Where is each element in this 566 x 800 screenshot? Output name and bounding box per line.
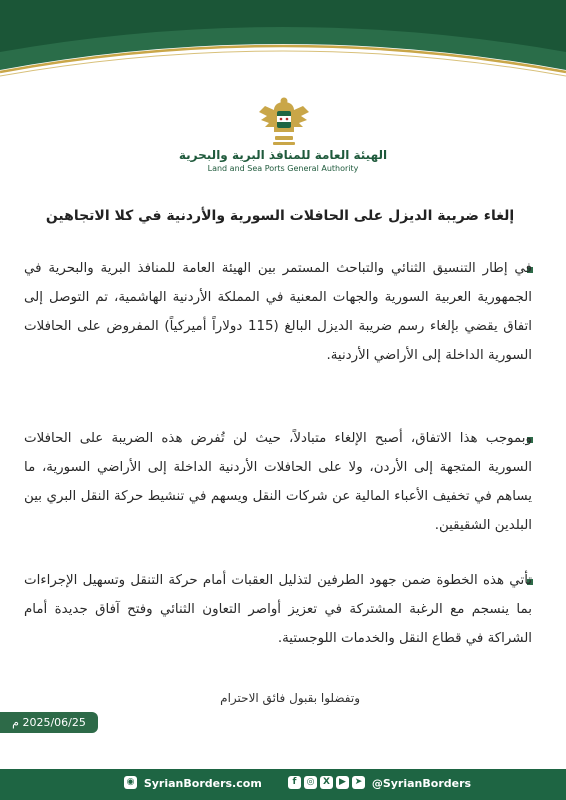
document-title: إلغاء ضريبة الديزل على الحافلات السورية والأردنية في كلا الاتجاهين [45, 208, 515, 224]
x-icon[interactable]: X [320, 776, 333, 789]
paragraph-2: وبموجب هذا الاتفاق، أصبح الإلغاء متبادلاً، حيث لن تُفرض هذه الضريبة على الحافلات السورية المتجهة إلى الأردن، ولا على الحافلات الأردنية الداخلة إلى الأراضي السورية، ما يساهم في تخفيف الأعباء المالية عن شركات النقل ويسهم في تنشيط حركة النقل البري بين البلدين الشقيقين. [24, 431, 532, 533]
website-link[interactable] [124, 776, 262, 790]
instagram-icon[interactable]: ◎ [304, 776, 317, 789]
youtube-icon[interactable]: ▶ [336, 776, 349, 789]
closing-salutation: وتفضلوا بقبول فائق الاحترام [220, 691, 360, 705]
telegram-icon[interactable]: ➤ [352, 776, 365, 789]
paragraph-1: في إطار التنسيق الثنائي والتباحث المستمر بين الهيئة العامة للمنافذ البرية والبحرية في الجمهورية العربية السورية والجهات المعنية في المملكة الأردنية الهاشمية، تم التوصل إلى اتفاق يقضي بإلغاء رسم ضريبة الديزل البالغ (115 دولاراً أميركياً) المفروض على الحافلات السورية الداخلة إلى الأراضي الأردنية. [24, 261, 532, 363]
globe-icon: ◉ [124, 776, 137, 789]
date-badge: 2025/06/25 م [0, 712, 98, 733]
org-name-arabic: الهيئة العامة للمنافذ البرية والبحرية [178, 148, 388, 162]
org-name-english: Land and Sea Ports General Authority [207, 164, 359, 173]
footer-bar [0, 769, 566, 800]
eagle-emblem-icon [255, 96, 313, 148]
paragraph-3: تأتي هذه الخطوة ضمن جهود الطرفين لتذليل العقبات أمام حركة التنقل وتسهيل الإجراءات بما ينسجم مع الرغبة المشتركة في تعزيز أواصر التعاون الثنائي وفتح آفاق جديدة أمام الشراكة في قطاع النقل والخدمات اللوجستية. [24, 573, 532, 646]
facebook-icon[interactable]: f [288, 776, 301, 789]
website-label: SyrianBorders.com [143, 777, 262, 790]
social-handle: @SyrianBorders [371, 777, 472, 790]
social-links[interactable] [288, 776, 471, 790]
header-banner [0, 0, 566, 80]
